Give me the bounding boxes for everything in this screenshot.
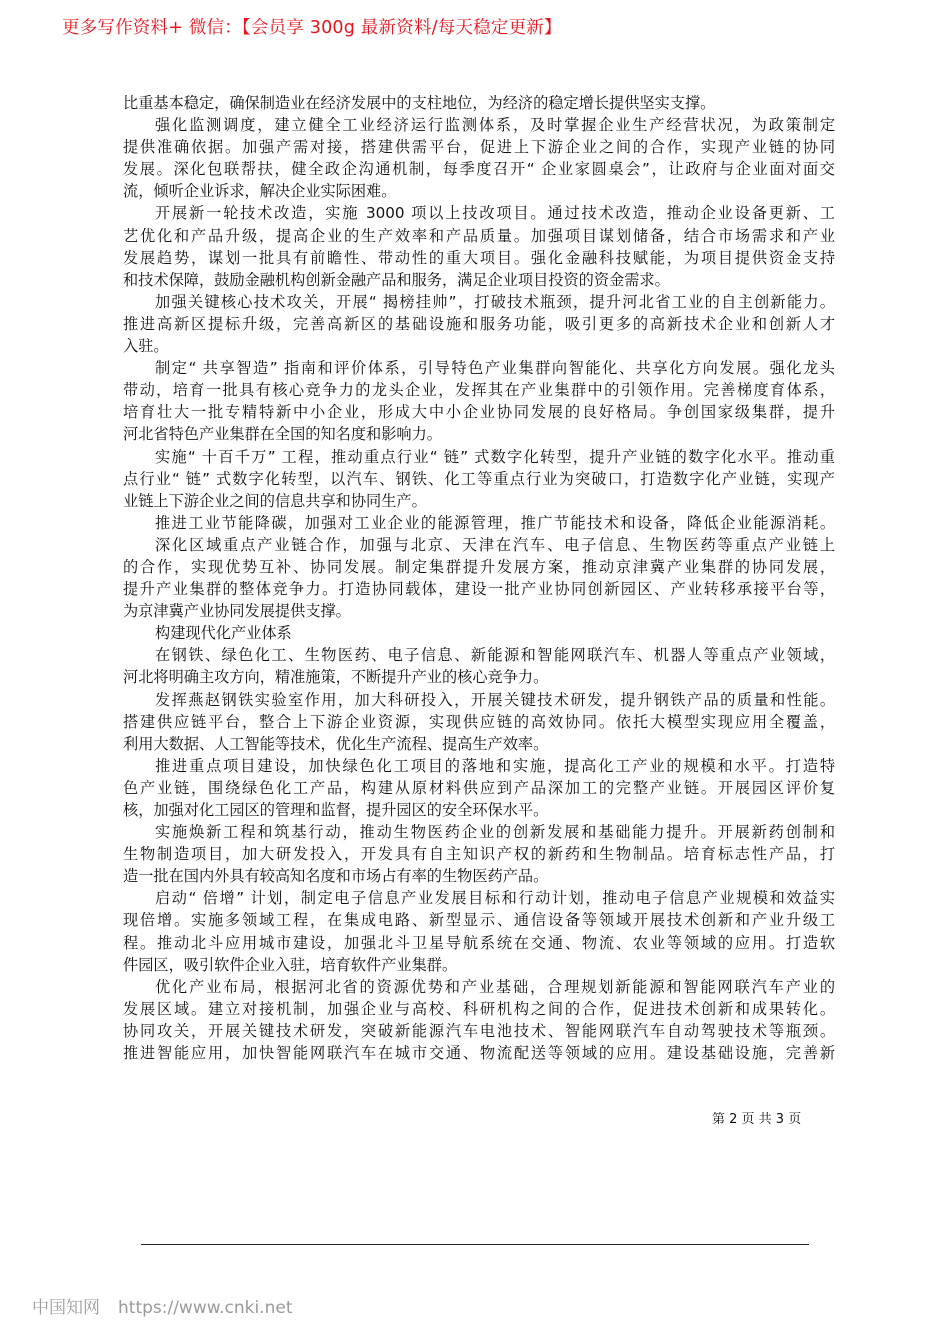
text-line: 河北省特色产业集群在全国的知名度和影响力。: [123, 425, 442, 444]
footer-divider: [141, 1244, 809, 1245]
text-line: 深化区域重点产业链合作，加强与北京、天津在汽车、电子信息、生物医药等重点产业链上: [155, 535, 835, 554]
text-line: 发挥燕赵钢铁实验室作用，加大科研投入，开展关键技术研发，提升钢铁产品的质量和性能。: [155, 690, 835, 709]
text-line: 启动“ 倍增” 计划，制定电子信息产业发展目标和行动计划，推动电子信息产业规模和效益实: [155, 889, 835, 908]
page-number: 第 2 页 共 3 页: [712, 1112, 802, 1127]
text-line: 河北将明确主攻方向，精准施策，不断提升产业的核心竞争力。: [123, 668, 549, 687]
cnki-watermark: [32, 1293, 292, 1318]
text-line: 优化产业布局，根据河北省的资源优势和产业基础，合理规划新能源和智能网联汽车产业的: [155, 977, 835, 996]
text-line: 开展新一轮技术改造，实施 3000 项以上技改项目。通过技术改造，推动企业设备更新、工: [155, 204, 835, 223]
text-line: 提供准确依据。加强产需对接，搭建供需平台，促进上下游企业之间的合作，实现产业链的协同: [123, 138, 835, 157]
text-line: 件园区，吸引软件企业入驻，培育软件产业集群。: [123, 955, 458, 974]
text-line: 比重基本稳定，确保制造业在经济发展中的支柱地位，为经济的稳定增长提供坚实支撑。: [123, 94, 716, 112]
text-line: 发展趋势，谋划一批具有前瞻性、带动性的重大项目。强化金融科技赋能，为项目提供资金支持: [123, 248, 835, 267]
text-line: 在钢铁、绿色化工、生物医药、电子信息、新能源和智能网联汽车、机器人等重点产业领域，: [155, 646, 835, 665]
text-line: 为京津冀产业协同发展提供支撑。: [123, 602, 351, 621]
text-line: 推进高新区提标升级，完善高新区的基础设施和服务功能，吸引更多的高新技术企业和创新人才: [123, 314, 835, 333]
text-line: 提升产业集群的整体竞争力。打造协同载体，建设一批产业协同创新园区、产业转移承接平台等，: [123, 580, 835, 599]
text-line: 利用大数据、人工智能等技术，优化生产流程、提高生产效率。: [123, 734, 549, 753]
cnki-logo-text: 中国知网: [32, 1298, 100, 1318]
text-line: 协同攻关，开展关键技术研发，突破新能源汽车电池技术、智能网联汽车自动驾驶技术等瓶颈。: [123, 1021, 835, 1040]
text-line: 搭建供应链平台，整合上下游企业资源，实现供应链的高效协同。依托大模型实现应用全覆盖，: [123, 712, 835, 731]
text-line: 实施焕新工程和筑基行动，推动生物医药企业的创新发展和基础能力提升。开展新药创制和: [155, 823, 835, 842]
text-line: 实施“ 十百千万” 工程，推动重点行业“ 链” 式数字化转型，提升产业链的数字化水平。推动重: [155, 447, 835, 466]
text-line: 的合作，实现优势互补、协同发展。制定集群提升发展方案，推动京津冀产业集群的协同发展，: [123, 557, 835, 576]
text-line: 造一批在国内外具有较高知名度和市场占有率的生物医药产品。: [123, 867, 549, 886]
text-line: 推进重点项目建设，加快绿色化工项目的落地和实施，提高化工产业的规模和水平。打造特: [155, 756, 835, 775]
text-line: 发展。深化包联帮扶，健全政企沟通机制，每季度召开“ 企业家圆桌会”，让政府与企业面对面交: [123, 160, 835, 179]
text-line: 和技术保障，鼓励金融机构创新金融产品和服务，满足企业项目投资的资金需求。: [123, 270, 670, 289]
document-body: [123, 92, 835, 1064]
text-line: 业链上下游企业之间的信息共享和协同生产。: [123, 491, 427, 510]
text-line: 制定“ 共享智造” 指南和评价体系，引导特色产业集群向智能化、共享化方向发展。强化龙头: [155, 359, 835, 378]
text-line: 现倍增。实施多领域工程，在集成电路、新型显示、通信设备等领域开展技术创新和产业升级工: [123, 911, 835, 930]
text-line: 加强关键核心技术攻关，开展“ 揭榜挂帅”，打破技术瓶颈，提升河北省工业的自主创新能力。: [155, 292, 835, 311]
text-line: 生物制造项目，加大研发投入，开发具有自主知识产权的新药和生物制品。培育标志性产品，打: [123, 845, 835, 864]
promo-banner: 更多写作资料+ 微信：【会员享 300g 最新资料/每天稳定更新】: [62, 18, 562, 38]
text-line: 艺优化和产品升级，提高企业的生产效率和产品质量。加强项目谋划储备，结合市场需求和产业: [123, 226, 835, 245]
text-line: 色产业链，围绕绿色化工产品，构建从原材料供应到产品深加工的完整产业链。开展园区评价复: [123, 778, 835, 797]
text-line: 核，加强对化工园区的管理和监督，提升园区的安全环保水平。: [123, 801, 549, 819]
text-line: 强化监测调度，建立健全工业经济运行监测体系，及时掌握企业生产经营状况，为政策制定: [155, 116, 835, 135]
cnki-url: https://www.cnki.net: [118, 1298, 293, 1318]
text-line: 带动，培育一批具有核心竞争力的龙头企业，发挥其在产业集群中的引领作用。完善梯度育体系，: [123, 381, 835, 400]
text-line: 程。推动北斗应用城市建设，加强北斗卫星导航系统在交通、物流、农业等领域的应用。打造软: [123, 933, 835, 952]
text-line: 流，倾听企业诉求，解决企业实际困难。: [123, 182, 397, 201]
text-line: 构建现代化产业体系: [155, 624, 292, 643]
text-line: 入驻。: [123, 337, 169, 356]
text-line: 发展区域。建立对接机制，加强企业与高校、科研机构之间的合作，促进技术创新和成果转化。: [123, 999, 835, 1018]
text-line: 培育壮大一批专精特新中小企业，形成大中小企业协同发展的良好格局。争创国家级集群，提升: [123, 403, 835, 422]
text-line: 点行业“ 链” 式数字化转型，以汽车、钢铁、化工等重点行业为突破口，打造数字化产业链，实现产: [123, 469, 835, 488]
text-line: 推进智能应用，加快智能网联汽车在城市交通、物流配送等领域的应用。建设基础设施，完善新: [123, 1044, 835, 1063]
text-line: 推进工业节能降碳，加强对工业企业的能源管理，推广节能技术和设备，降低企业能源消耗。: [155, 513, 835, 532]
